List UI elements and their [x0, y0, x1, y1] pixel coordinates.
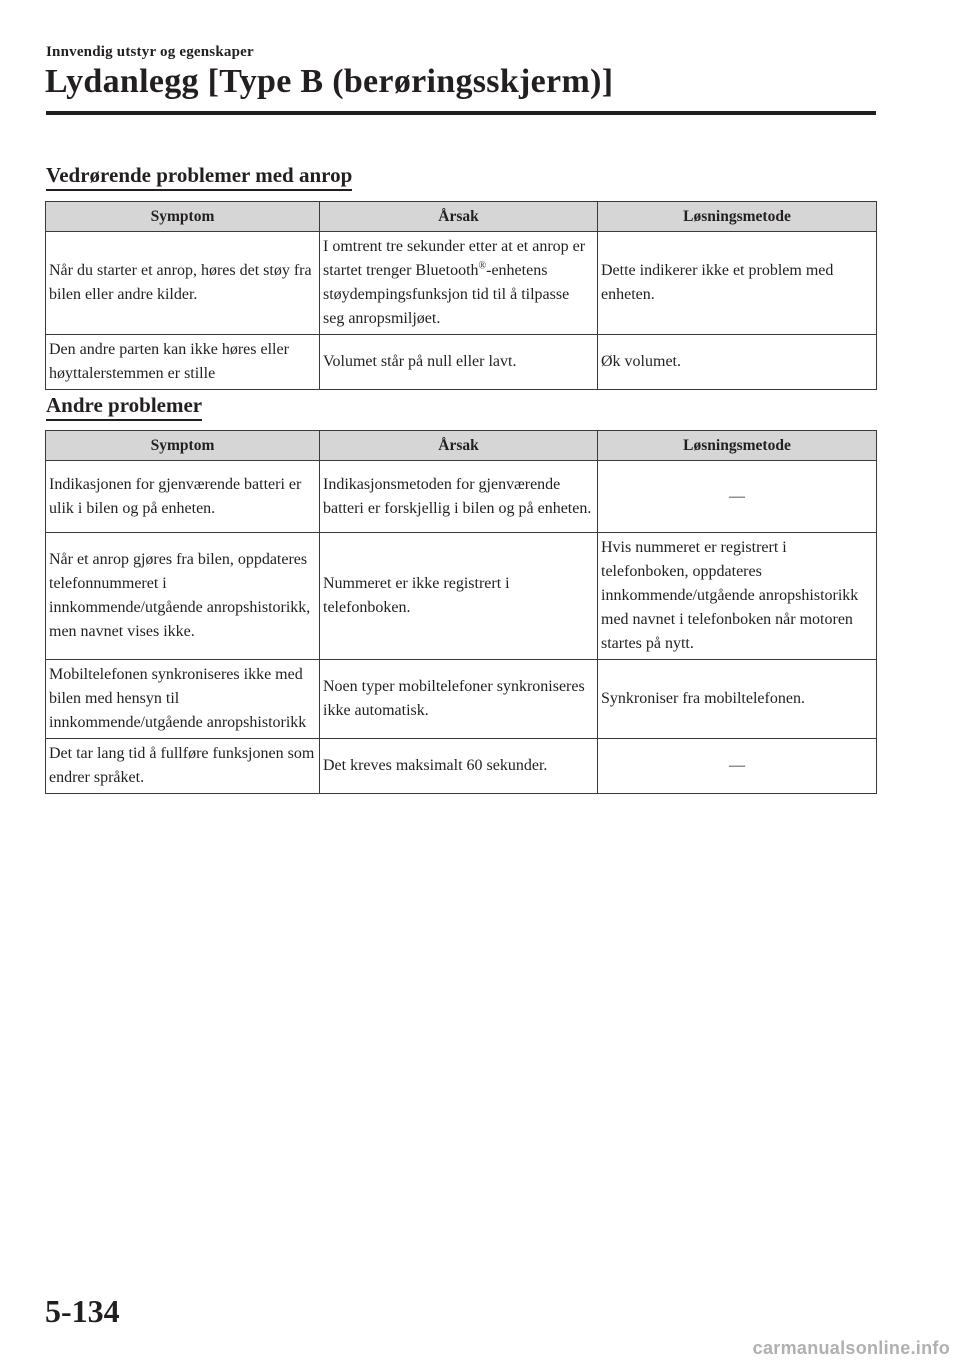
- table-row: [46, 461, 877, 533]
- solution-cell: Synkroniser fra mobiltelefonen.: [598, 660, 877, 739]
- registered-mark: ®: [478, 260, 487, 272]
- table-row: [46, 660, 877, 739]
- page-number: 5-134: [45, 1293, 120, 1329]
- solution-cell: Hvis nummeret er registrert i telefonboken, oppdateres innkommende/utgående anropshistorikk med navnet i telefonboken når motoren startes på nytt.: [598, 533, 877, 660]
- table-row: [46, 533, 877, 660]
- table-row: [46, 739, 877, 794]
- column-header-solution: Løsningsmetode: [598, 431, 877, 461]
- symptom-cell: Indikasjonen for gjenværende batteri er ulik i bilen og på enheten.: [46, 461, 320, 533]
- solution-cell: Dette indikerer ikke et problem med enheten.: [598, 232, 877, 335]
- cause-cell: [320, 232, 598, 335]
- cause-cell: Indikasjonsmetoden for gjenværende batteri er forskjellig i bilen og på enheten.: [320, 461, 598, 533]
- table-header-row: [46, 202, 877, 232]
- page-title: Lydanlegg [Type B (berøringsskjerm)]: [45, 63, 614, 100]
- section-heading-other-problems: Andre problemer: [46, 393, 202, 421]
- symptom-cell: Den andre parten kan ikke høres eller høyttalerstemmen er stille: [46, 335, 320, 390]
- symptom-cell: Når et anrop gjøres fra bilen, oppdateres telefonnummeret i innkommende/utgående anropshistorikk, men navnet vises ikke.: [46, 533, 320, 660]
- section-heading-call-problems: Vedrørende problemer med anrop: [46, 163, 352, 191]
- solution-cell: —: [598, 739, 877, 794]
- cause-cell: Volumet står på null eller lavt.: [320, 335, 598, 390]
- watermark: carmanualsonline.info: [752, 1338, 950, 1358]
- cause-cell: Noen typer mobiltelefoner synkroniseres ikke automatisk.: [320, 660, 598, 739]
- table-row: [46, 232, 877, 335]
- cause-cell: Nummeret er ikke registrert i telefonboken.: [320, 533, 598, 660]
- column-header-cause: Årsak: [320, 202, 598, 232]
- column-header-solution: Løsningsmetode: [598, 202, 877, 232]
- solution-cell: —: [598, 461, 877, 533]
- cause-text-after: -enhetens støydempingsfunksjon tid til å tilpasse seg anropsmiljøet.: [323, 262, 570, 328]
- symptom-cell: Mobiltelefonen synkroniseres ikke med bilen med hensyn til innkommende/utgående anropshistorikk: [46, 660, 320, 739]
- column-header-cause: Årsak: [320, 431, 598, 461]
- symptom-cell: Det tar lang tid å fullføre funksjonen som endrer språket.: [46, 739, 320, 794]
- cause-text-before: I omtrent tre sekunder etter at et anrop er startet trenger Bluetooth: [323, 238, 586, 280]
- column-header-symptom: Symptom: [46, 202, 320, 232]
- solution-cell: Øk volumet.: [598, 335, 877, 390]
- column-header-symptom: Symptom: [46, 431, 320, 461]
- table-header-row: [46, 431, 877, 461]
- title-divider: [46, 111, 876, 115]
- table-row: [46, 335, 877, 390]
- cause-cell: Det kreves maksimalt 60 sekunder.: [320, 739, 598, 794]
- other-problems-table: [45, 430, 877, 794]
- symptom-cell: Når du starter et anrop, høres det støy fra bilen eller andre kilder.: [46, 232, 320, 335]
- chapter-label: Innvendig utstyr og egenskaper: [46, 44, 254, 60]
- call-problems-table: [45, 201, 877, 390]
